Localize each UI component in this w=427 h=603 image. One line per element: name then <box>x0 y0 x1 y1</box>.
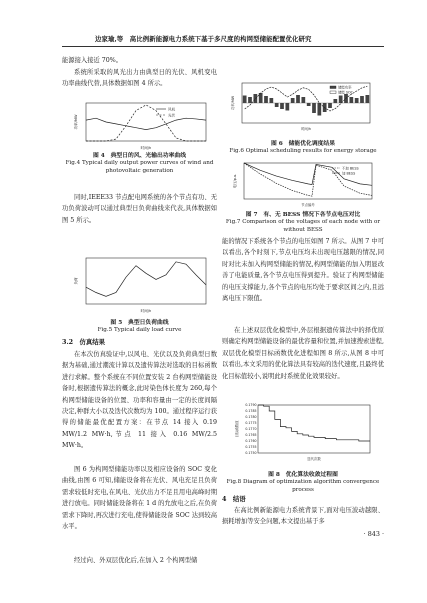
fig5-ylabel: 负荷 <box>74 277 78 285</box>
fig7-ylabel: 电压/p.u. <box>233 173 237 189</box>
fig5-plot <box>72 255 212 315</box>
page-number: · 843 · <box>363 530 384 538</box>
fig8-caption <box>222 472 384 494</box>
fig4-caption-en: Fig.4 Typical daily output power curves of wind and photovoltaic generation <box>65 160 214 174</box>
fig7-caption-cn: 图 7 有、无 BESS 情况下各节点电压对比 <box>245 212 361 218</box>
section-3-2-heading: 3.2 仿真结果 <box>62 338 106 346</box>
fig4-chart <box>72 100 212 150</box>
fig6-legend-label-0: 储能功率 <box>338 85 352 90</box>
fig6-ylabel: 功率/MW <box>231 95 235 111</box>
fig6-bar-8 <box>285 103 289 111</box>
fig6-bar-22 <box>360 96 364 103</box>
fig4-series-1 <box>86 105 206 141</box>
fig7-legend-label-1: 加 BESS <box>342 171 356 176</box>
fig6-bar-13 <box>312 103 316 113</box>
fig6-caption <box>222 141 384 156</box>
fig8-plot <box>236 402 376 462</box>
fig7-caption-en: Fig.7 Comparison of the voltages of each node with or without BESS <box>225 219 381 233</box>
fig8-ytick-5: 0.1765 <box>245 433 257 438</box>
fig6-bar-7 <box>280 103 284 109</box>
fig8-ylabel: 目标函数值 <box>235 420 239 438</box>
fig4-caption-cn: 图 4 典型日的风、光输出功率曲线 <box>92 153 186 159</box>
fig4-legend-label-0: 风机 <box>168 107 176 112</box>
right-para-3: 在高比例新能源电力系统背景下,面对电压波动越限、损耗增加等安全问题,本文提出基于多 <box>222 507 384 526</box>
fig4-legend-label-1: 光伏 <box>168 113 176 118</box>
fig4-frame <box>86 103 206 141</box>
fig6-bar-11 <box>301 97 305 103</box>
fig5-caption-cn: 图 5 典型日负荷曲线 <box>110 320 169 326</box>
fig8-ytick-8: 0.1750 <box>245 451 257 456</box>
fig7-xlabel: 节点编号 <box>301 203 315 207</box>
fig6-legend-swatch-0 <box>330 86 336 89</box>
right-para-2: 在上述双层优化模型中,外层根据遗传算法中的择优原则确定构网型储能设备的最优容量和位置,并加速搜索进程,双层优化模型目标函数优化进程如图 8 所示,从图 8 中可以看出,本文采用的优化算法具有较高的迭代速度,且最终优化目标值较小,说明此时系统优化效果较好。 <box>222 327 384 380</box>
left-para-4: 图 6 为构网型储能功率以及相应设备的 SOC 变化曲线,由图 6 可知,储能设备将在光伏、风电充足且负荷需求较低时充电,在风电、光伏出力不足且用电高峰时期进行放电。同时储能设备将在 1 d 的允放电之后,在负荷需求下降时,再次进行充电,使得储能设备 SOC 达到较高水平。 <box>62 466 217 531</box>
fig6-bar-20 <box>349 97 353 103</box>
left-para-1: 系统所采取的风光出力由典型日的光伏、风机变电功率曲线代替,具体数据如图 4 所示。 <box>62 69 217 88</box>
fig6-xlabel: 时间/h <box>300 127 312 131</box>
fig8-ytick-0: 0.1790 <box>245 403 257 408</box>
fig7-legend-label-0: 不加 BESS <box>342 166 359 171</box>
fig7-caption <box>222 212 384 234</box>
fig7-plot <box>232 160 377 208</box>
fig4-caption <box>62 153 217 175</box>
left-para-top: 能源接入接近 70%。 <box>62 57 123 64</box>
left-para-5: 经过向、外双层优化后,在加入 2 个构网型储 <box>74 557 198 564</box>
fig8-ytick-2: 0.1780 <box>245 415 257 420</box>
fig8-series-0 <box>258 405 370 441</box>
left-para-2: 同时,IEEE33 节点配电网系统的各个节点有功、无功负荷波动可以通过典型日负荷曲线来代表,具体数据如图 5 所示。 <box>62 194 217 224</box>
fig6-bar-4 <box>264 96 268 103</box>
fig6-bar-12 <box>307 103 311 106</box>
fig6-bar-1 <box>248 97 252 103</box>
fig8-caption-cn: 图 8 优化算法收敛过程图 <box>268 472 338 478</box>
section-4-heading: 4 结语 <box>222 495 246 503</box>
fig6-chart <box>230 80 380 132</box>
right-para-1: 能的情况下系统各个节点的电压如图 7 所示。从图 7 中可以看出,各个时刻下,节点电压均未出现电压越限的情况,同时对比未加入构网型储能的情况,构网型储能的加入明显改善了电能质量,各个节点电压得到提升。验证了构网型储能的电压支撑能力,各个节点的电压均处于要求区间之内,且远离电压下限值。 <box>222 238 384 303</box>
fig5-chart <box>72 255 212 315</box>
fig4-series-0 <box>86 118 206 129</box>
fig6-bar-14 <box>317 103 321 116</box>
fig5-caption <box>62 320 217 335</box>
fig6-bar-21 <box>355 98 359 103</box>
fig6-legend-swatch-1 <box>330 91 336 94</box>
fig7-chart <box>232 160 377 208</box>
fig8-xlabel: 迭代次数 <box>307 457 321 461</box>
fig8-ytick-3: 0.1775 <box>245 421 257 426</box>
left-para-3: 在本次仿真验证中,以风电、光伏以及负荷典型日数据为基础,通过潮流计算以及遗传算法对选取的目标函数进行求解。整个系统在不同位置安装 2 台构网型储能设备时,根据遗传算法的概念,此时染色体长度为 260,每个构网型储能设备的位置、功率和容量由一定的长度间隔决定,种群大小以及迭代次数均为 100。通过程序运行获得的储能最优配置方案：在节点 14 接入 0.19 MW/1.2 MW·h,节点 11 接入 0.16 MW/2.5 MW·h。 <box>62 351 217 450</box>
fig6-caption-en: Fig.6 Optimal scheduling results for energy storage <box>229 148 377 155</box>
header-rule <box>62 46 384 47</box>
fig6-bar-16 <box>328 103 332 108</box>
fig6-bar-5 <box>269 98 273 103</box>
fig8-ytick-4: 0.1770 <box>245 427 257 432</box>
fig8-ytick-6: 0.1760 <box>245 439 257 444</box>
fig6-bar-10 <box>296 95 300 103</box>
fig5-xlabel: 时间/h <box>140 309 152 313</box>
fig8-chart <box>236 402 376 462</box>
fig4-plot <box>72 100 212 150</box>
fig6-caption-cn: 图 6 储能优化调度结果 <box>270 141 336 147</box>
fig6-bar-9 <box>291 98 295 103</box>
fig6-bar-6 <box>275 103 279 107</box>
fig4-ylabel: 功率/MW <box>74 114 78 130</box>
running-header <box>0 0 427 54</box>
fig8-ytick-1: 0.1785 <box>245 409 257 414</box>
fig5-frame <box>86 258 206 304</box>
header-text: 边家瑜,等 高比例新能源电力系统下基于多尺度的构网型储能配置优化研究 <box>95 35 312 43</box>
fig6-bar-0 <box>243 96 247 104</box>
fig6-bar-17 <box>333 99 337 103</box>
fig6-legend-label-1: 储能 SOC <box>338 90 354 95</box>
fig6-bar-3 <box>259 93 263 103</box>
fig5-series-0 <box>86 262 206 297</box>
fig6-plot <box>230 80 380 132</box>
fig6-bar-23 <box>365 95 369 103</box>
fig8-ytick-7: 0.1755 <box>245 445 257 450</box>
fig5-caption-en: Fig.5 Typical daily load curve <box>97 327 182 334</box>
fig6-bar-18 <box>339 96 343 104</box>
fig8-caption-en: Fig.8 Diagram of optimization algorithm convergence process <box>226 479 380 493</box>
fig4-xlabel: 时间/h <box>140 146 152 150</box>
